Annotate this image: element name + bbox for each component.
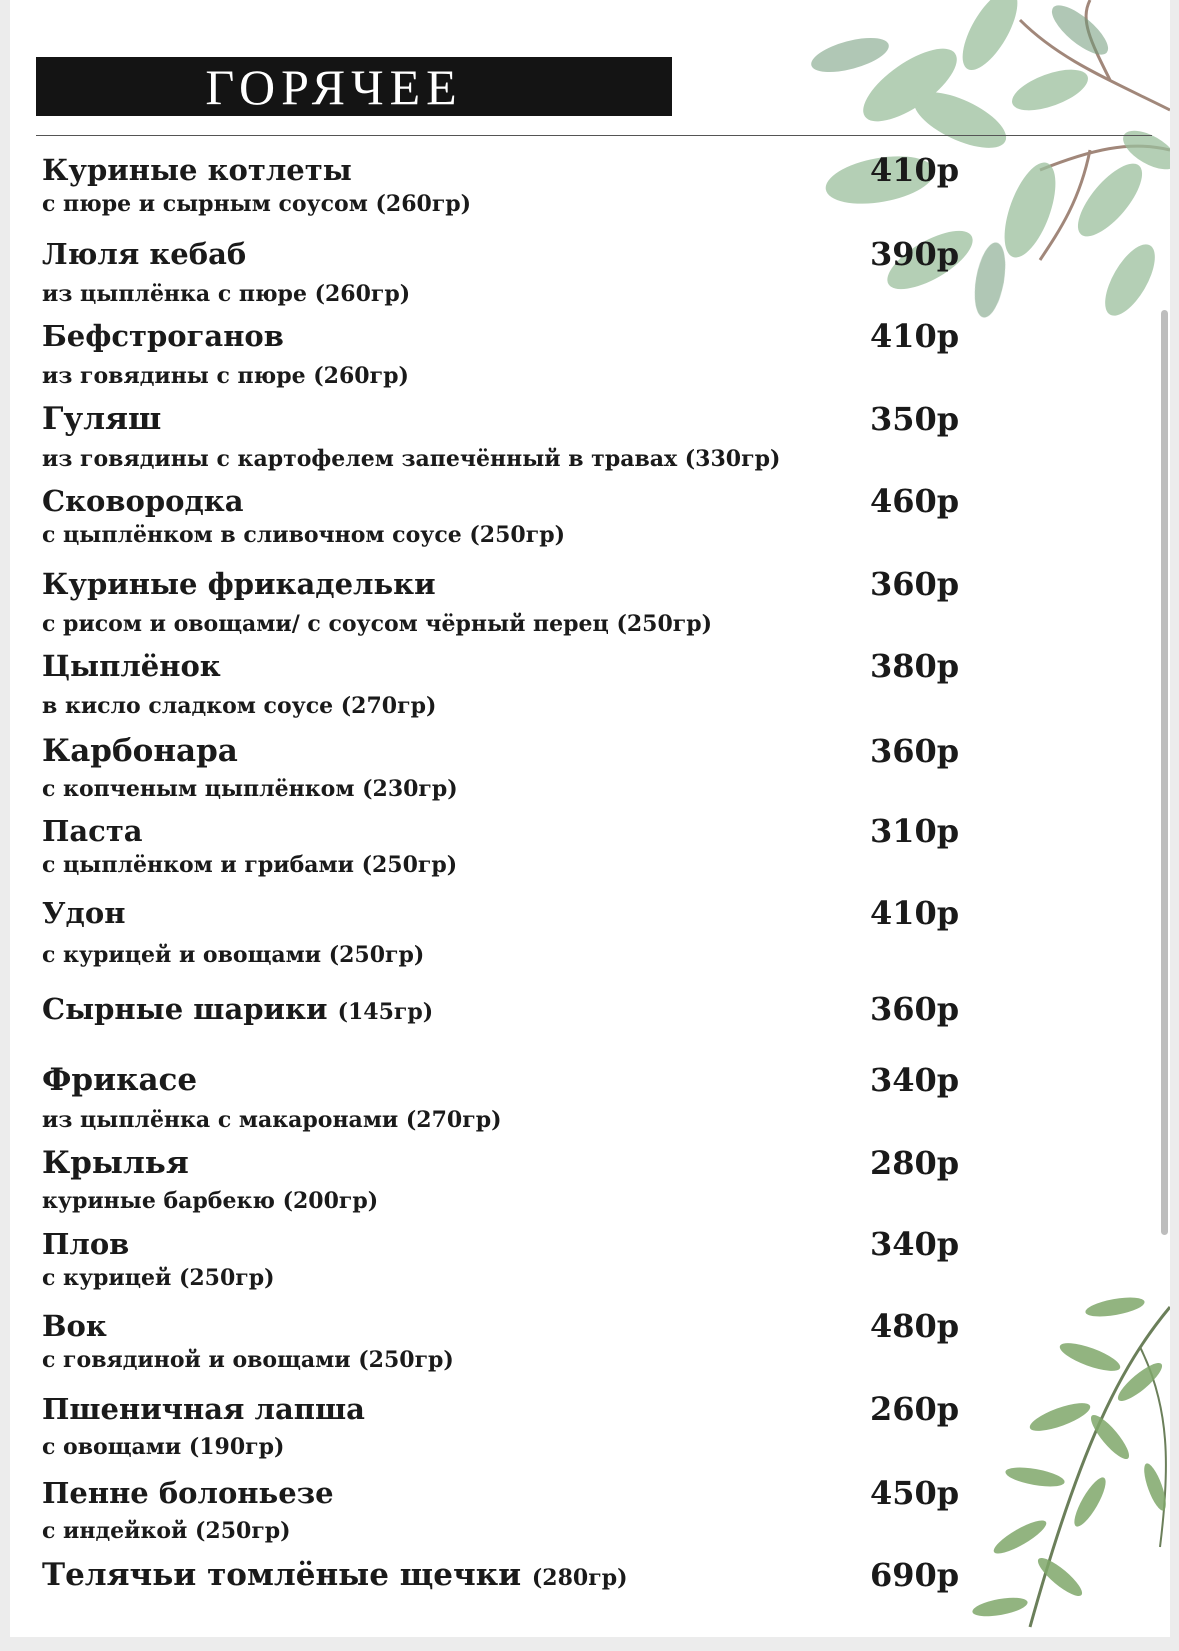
menu-item (42, 153, 992, 217)
menu-item (42, 1309, 992, 1373)
item-description: с рисом и овощами/ с соусом чёрный перец (250гр) (42, 611, 713, 637)
item-price: 450р (870, 1474, 960, 1512)
item-price: 340р (870, 1061, 960, 1099)
item-name (42, 992, 992, 1029)
item-name: Вок (42, 1309, 107, 1343)
item-name: Плов (42, 1227, 130, 1261)
item-name: Куриные фрикадельки (42, 567, 436, 601)
menu-item (42, 734, 992, 802)
item-name: Карбонара (42, 733, 238, 769)
item-name-text: Телячьи томлёные щечки (42, 1557, 522, 1593)
item-name-text: Сырные шарики (42, 992, 328, 1026)
item-description: из говядины с пюре (260гр) (42, 363, 409, 389)
item-name (42, 1558, 992, 1595)
menu-item (42, 1392, 992, 1460)
menu-item (42, 484, 992, 548)
item-price: 390р (870, 235, 960, 273)
item-price: 410р (870, 151, 960, 189)
item-name: Пшеничная лапша (42, 1392, 365, 1426)
item-name: Паста (42, 814, 143, 848)
item-name: Сковородка (42, 484, 244, 518)
item-description: с цыплёнком и грибами (250гр) (42, 852, 458, 878)
item-name: Бефстроганов (42, 319, 284, 353)
item-name: Фрикасе (42, 1062, 198, 1098)
item-description: с курицей и овощами (250гр) (42, 942, 425, 968)
menu-item (42, 1476, 992, 1544)
item-name: Куриные котлеты (42, 153, 352, 187)
item-weight: (145гр) (337, 999, 434, 1025)
item-description: с копченым цыплёнком (230гр) (42, 776, 458, 802)
item-name: Пенне болоньезе (42, 1476, 334, 1510)
menu-item (42, 1558, 992, 1595)
menu-item (42, 402, 992, 472)
item-price: 310р (870, 812, 960, 850)
item-description: из цыплёнка с макаронами (270гр) (42, 1107, 502, 1133)
item-name: Гуляш (42, 401, 162, 437)
item-name: Цыплёнок (42, 649, 221, 683)
item-price: 360р (870, 990, 960, 1028)
item-price: 260р (870, 1390, 960, 1428)
menu-item (42, 649, 992, 719)
item-description: куриные барбекю (200гр) (42, 1188, 379, 1214)
menu-item (42, 319, 992, 389)
item-price: 340р (870, 1225, 960, 1263)
item-price: 410р (870, 317, 960, 355)
item-price: 380р (870, 647, 960, 685)
divider (36, 135, 1152, 136)
item-description: из говядины с картофелем запечённый в травах (330гр) (42, 446, 781, 472)
item-description: с овощами (190гр) (42, 1434, 285, 1460)
menu-item (42, 1146, 992, 1214)
item-name: Люля кебаб (42, 237, 247, 271)
menu-item (42, 237, 992, 307)
item-description: из цыплёнка с пюре (260гр) (42, 281, 411, 307)
item-description: с цыплёнком в сливочном соусе (250гр) (42, 522, 565, 548)
menu-page (10, 0, 1170, 1637)
menu-item (42, 1227, 992, 1291)
item-price: 280р (870, 1144, 960, 1182)
item-price: 480р (870, 1307, 960, 1345)
item-price: 690р (870, 1556, 960, 1594)
menu-item (42, 896, 992, 968)
item-description: с курицей (250гр) (42, 1265, 275, 1291)
menu-item (42, 1063, 992, 1133)
menu-item (42, 992, 992, 1029)
item-description: с пюре и сырным соусом (260гр) (42, 191, 472, 217)
item-weight: (280гр) (531, 1565, 628, 1591)
item-price: 360р (870, 565, 960, 603)
item-name: Крылья (42, 1145, 189, 1181)
menu-item (42, 567, 992, 637)
menu-item (42, 814, 992, 878)
item-description: с говядиной и овощами (250гр) (42, 1347, 454, 1373)
scrollbar[interactable] (1161, 310, 1168, 1235)
item-description: с индейкой (250гр) (42, 1518, 291, 1544)
item-description: в кисло сладком соусе (270гр) (42, 693, 437, 719)
item-price: 460р (870, 482, 960, 520)
section-title-bar (36, 57, 672, 116)
item-name: Удон (42, 896, 126, 930)
item-price: 410р (870, 894, 960, 932)
item-price: 360р (870, 732, 960, 770)
item-price: 350р (870, 400, 960, 438)
section-title: ГОРЯЧЕЕ (205, 58, 463, 115)
